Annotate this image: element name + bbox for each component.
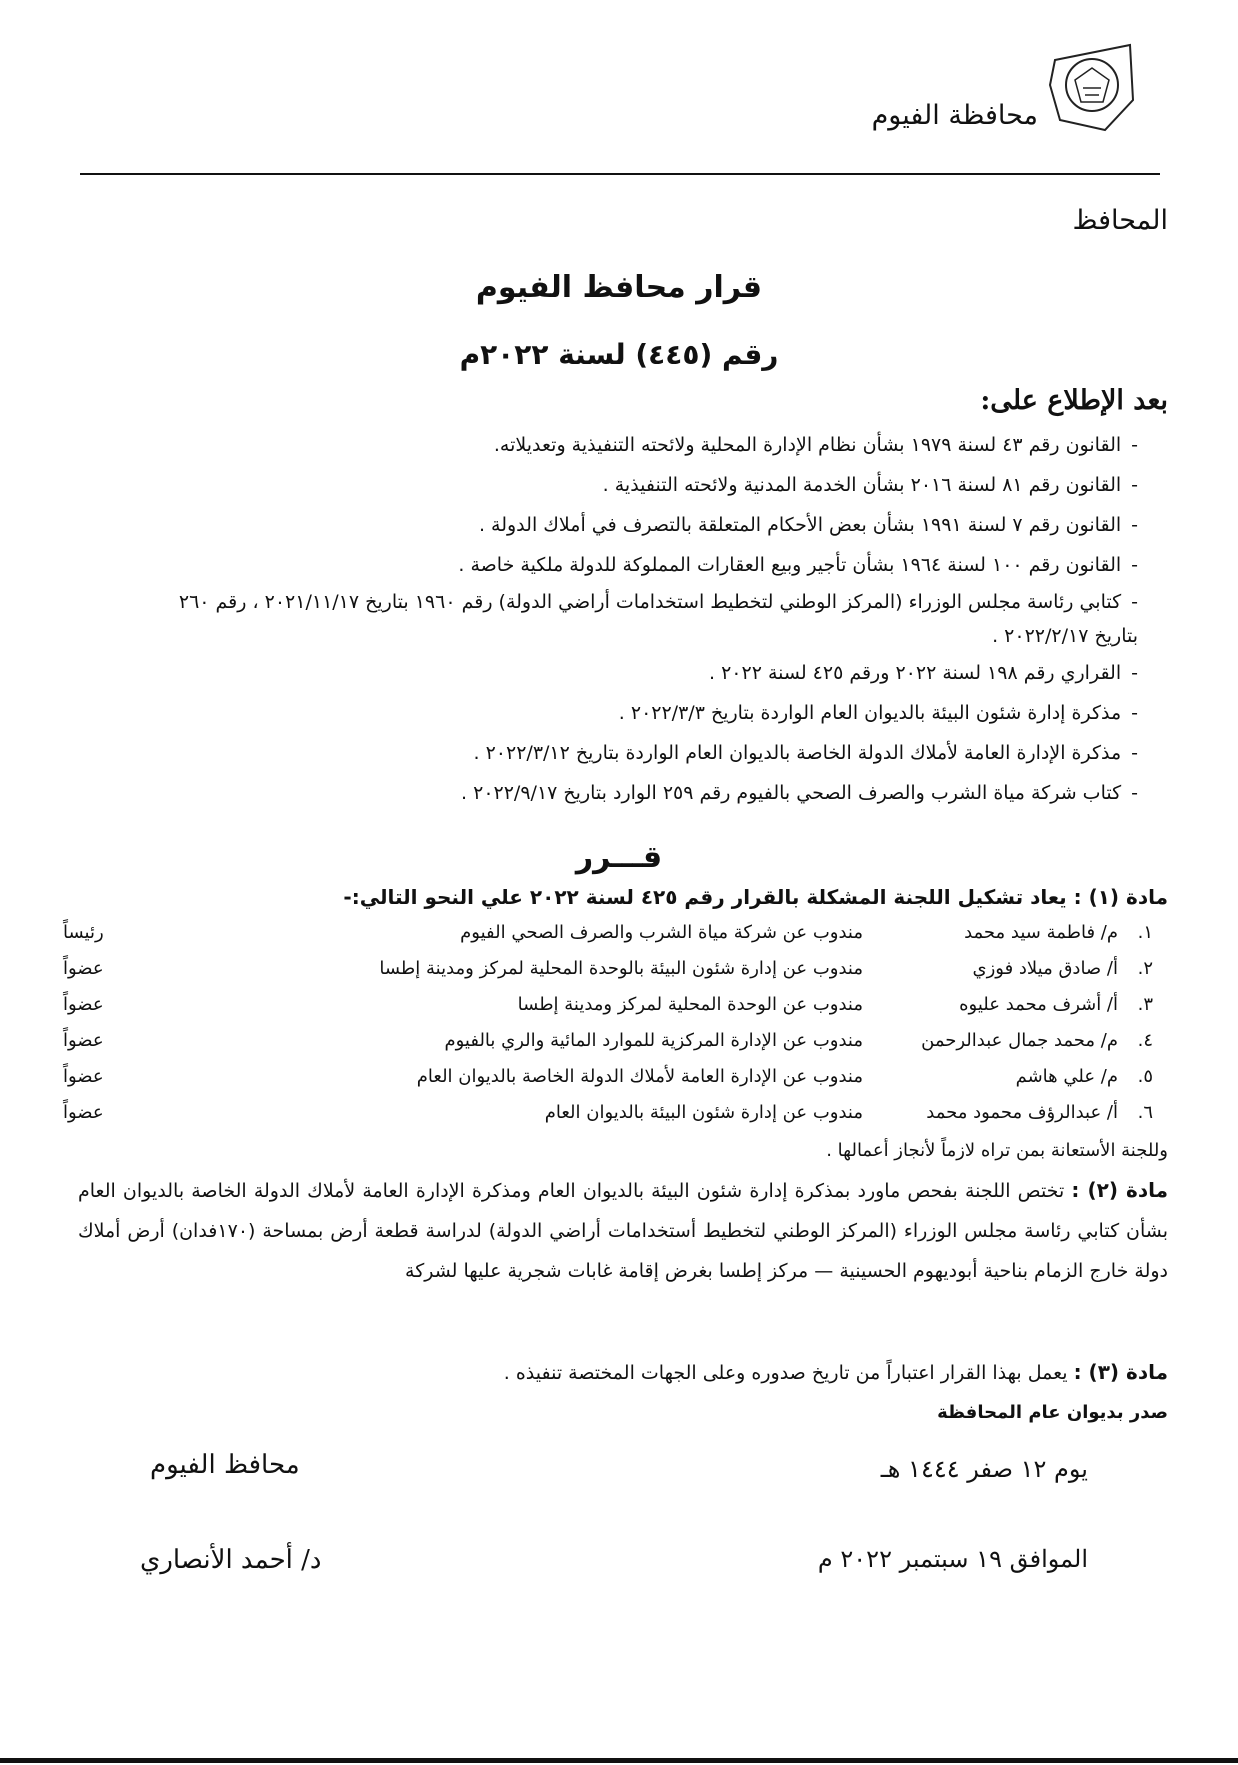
decides-heading: قـــرر bbox=[575, 840, 663, 875]
member-number: ٤. bbox=[1137, 1030, 1153, 1051]
member-name: أ/ صادق ميلاد فوزي bbox=[972, 958, 1118, 979]
committee-note: وللجنة الأستعانة بمن تراه لازماً لأنجاز أعمالها . bbox=[826, 1140, 1168, 1161]
member-description: مندوب عن الوحدة المحلية لمركز ومدينة إطسا bbox=[517, 994, 863, 1015]
article-3-text: يعمل بهذا القرار اعتباراً من تاريخ صدوره وعلى الجهات المختصة تنفيذه . bbox=[503, 1362, 1068, 1384]
member-row bbox=[63, 1066, 1153, 1102]
member-number: ٦. bbox=[1137, 1102, 1153, 1123]
gregorian-date: الموافق ١٩ سبتمبر ٢٠٢٢ م bbox=[817, 1545, 1088, 1573]
signatory-name: د/ أحمد الأنصاري bbox=[140, 1545, 322, 1575]
reference-item: - كتابي رئاسة مجلس الوزراء (المركز الوطني لتخطيط استخدامات أراضي الدولة) رقم ١٩٦٠ بتاريخ ٢٠٢١/١١/١٧ ، رقم ٢٦٠ بتاريخ ٢٠٢٢/٢/١٧ . bbox=[138, 585, 1138, 653]
committee-members bbox=[63, 922, 1153, 1138]
member-description: مندوب عن إدارة شئون البيئة بالديوان العام bbox=[544, 1102, 863, 1123]
member-row bbox=[63, 922, 1153, 958]
references-list bbox=[138, 425, 1138, 813]
member-number: ٥. bbox=[1137, 1066, 1153, 1087]
decree-title: قرار محافظ الفيوم bbox=[475, 270, 763, 305]
after-review-heading: بعد الإطلاع على: bbox=[980, 385, 1168, 416]
member-description: مندوب عن شركة مياة الشرب والصرف الصحي الفيوم bbox=[460, 922, 863, 943]
office-label: المحافظ bbox=[1072, 205, 1168, 236]
reference-item: - القانون رقم ٧ لسنة ١٩٩١ بشأن بعض الأحكام المتعلقة بالتصرف في أملاك الدولة . bbox=[138, 505, 1138, 545]
reference-item: - القراري رقم ١٩٨ لسنة ٢٠٢٢ ورقم ٤٢٥ لسنة ٢٠٢٢ . bbox=[138, 653, 1138, 693]
member-name: أ/ أشرف محمد عليوه bbox=[959, 994, 1118, 1015]
reference-item: - القانون رقم ٨١ لسنة ٢٠١٦ بشأن الخدمة المدنية ولائحته التنفيذية . bbox=[138, 465, 1138, 505]
member-name: أ/ عبدالرؤف محمود محمد bbox=[926, 1102, 1118, 1123]
bottom-border bbox=[0, 1758, 1238, 1763]
member-role: عضواً bbox=[63, 1030, 104, 1051]
article-3-label: مادة (٣) : bbox=[1073, 1360, 1168, 1384]
member-row bbox=[63, 958, 1153, 994]
member-row bbox=[63, 1102, 1153, 1138]
member-role: عضواً bbox=[63, 994, 104, 1015]
member-description: مندوب عن الإدارة العامة لأملاك الدولة الخاصة بالديوان العام bbox=[416, 1066, 863, 1087]
issued-at: صدر بديوان عام المحافظة bbox=[937, 1402, 1168, 1423]
reference-item: - كتاب شركة مياة الشرب والصرف الصحي بالفيوم رقم ٢٥٩ الوارد بتاريخ ٢٠٢٢/٩/١٧ . bbox=[138, 773, 1138, 813]
member-name: م/ علي هاشم bbox=[1015, 1066, 1118, 1087]
member-number: ٢. bbox=[1137, 958, 1153, 979]
article-3 bbox=[504, 1360, 1168, 1384]
member-role: عضواً bbox=[63, 1102, 104, 1123]
article-2 bbox=[78, 1170, 1168, 1291]
article-2-label: مادة (٢) : bbox=[1071, 1178, 1169, 1202]
member-number: ١. bbox=[1137, 922, 1153, 943]
reference-item: - القانون رقم ٤٣ لسنة ١٩٧٩ بشأن نظام الإدارة المحلية ولائحته التنفيذية وتعديلاته. bbox=[138, 425, 1138, 465]
member-role: عضواً bbox=[63, 958, 104, 979]
reference-item: - القانون رقم ١٠٠ لسنة ١٩٦٤ بشأن تأجير وبيع العقارات المملوكة للدولة ملكية خاصة . bbox=[138, 545, 1138, 585]
member-number: ٣. bbox=[1137, 994, 1153, 1015]
header-divider bbox=[80, 173, 1160, 175]
hijri-date: يوم ١٢ صفر ١٤٤٤ هـ bbox=[880, 1455, 1088, 1483]
article-2-text: تختص اللجنة بفحص ماورد بمذكرة إدارة شئون البيئة بالديوان العام ومذكرة الإدارة العامة لأملاك الدولة الخاصة بالديوان العام بشأن كتابي رئاسة مجلس الوزراء (المركز الوطني لتخطيط أستخدامات أراضي الدولة) لدراسة قطعة أرض بمساحة (١٧٠فدان) أرض أملاك دولة خارج الزمام بناحية أبوديهوم الحسينية — مركز إطسا بغرض إقامة غابات شجرية عليها لشركة bbox=[78, 1180, 1168, 1282]
reference-item: - مذكرة إدارة شئون البيئة بالديوان العام الواردة بتاريخ ٢٠٢٢/٣/٣ . bbox=[138, 693, 1138, 733]
member-name: م/ فاطمة سيد محمد bbox=[964, 922, 1118, 943]
member-role: عضواً bbox=[63, 1066, 104, 1087]
decree-number: رقم (٤٤٥) لسنة ٢٠٢٢م bbox=[459, 338, 779, 371]
member-row bbox=[63, 1030, 1153, 1066]
member-name: م/ محمد جمال عبدالرحمن bbox=[921, 1030, 1118, 1051]
member-description: مندوب عن الإدارة المركزية للموارد المائية والري بالفيوم bbox=[444, 1030, 863, 1051]
governorate-seal-icon bbox=[1045, 40, 1140, 135]
article-1: مادة (١) : يعاد تشكيل اللجنة المشكلة بالقرار رقم ٤٢٥ لسنة ٢٠٢٢ علي النحو التالي:- bbox=[343, 885, 1168, 909]
signatory-title: محافظ الفيوم bbox=[150, 1450, 300, 1480]
reference-item: - مذكرة الإدارة العامة لأملاك الدولة الخاصة بالديوان العام الواردة بتاريخ ٢٠٢٢/٣/١٢ . bbox=[138, 733, 1138, 773]
governorate-name: محافظة الفيوم bbox=[871, 100, 1038, 131]
member-description: مندوب عن إدارة شئون البيئة بالوحدة المحلية لمركز ومدينة إطسا bbox=[379, 958, 863, 979]
member-role: رئيساً bbox=[63, 922, 104, 943]
member-row bbox=[63, 994, 1153, 1030]
